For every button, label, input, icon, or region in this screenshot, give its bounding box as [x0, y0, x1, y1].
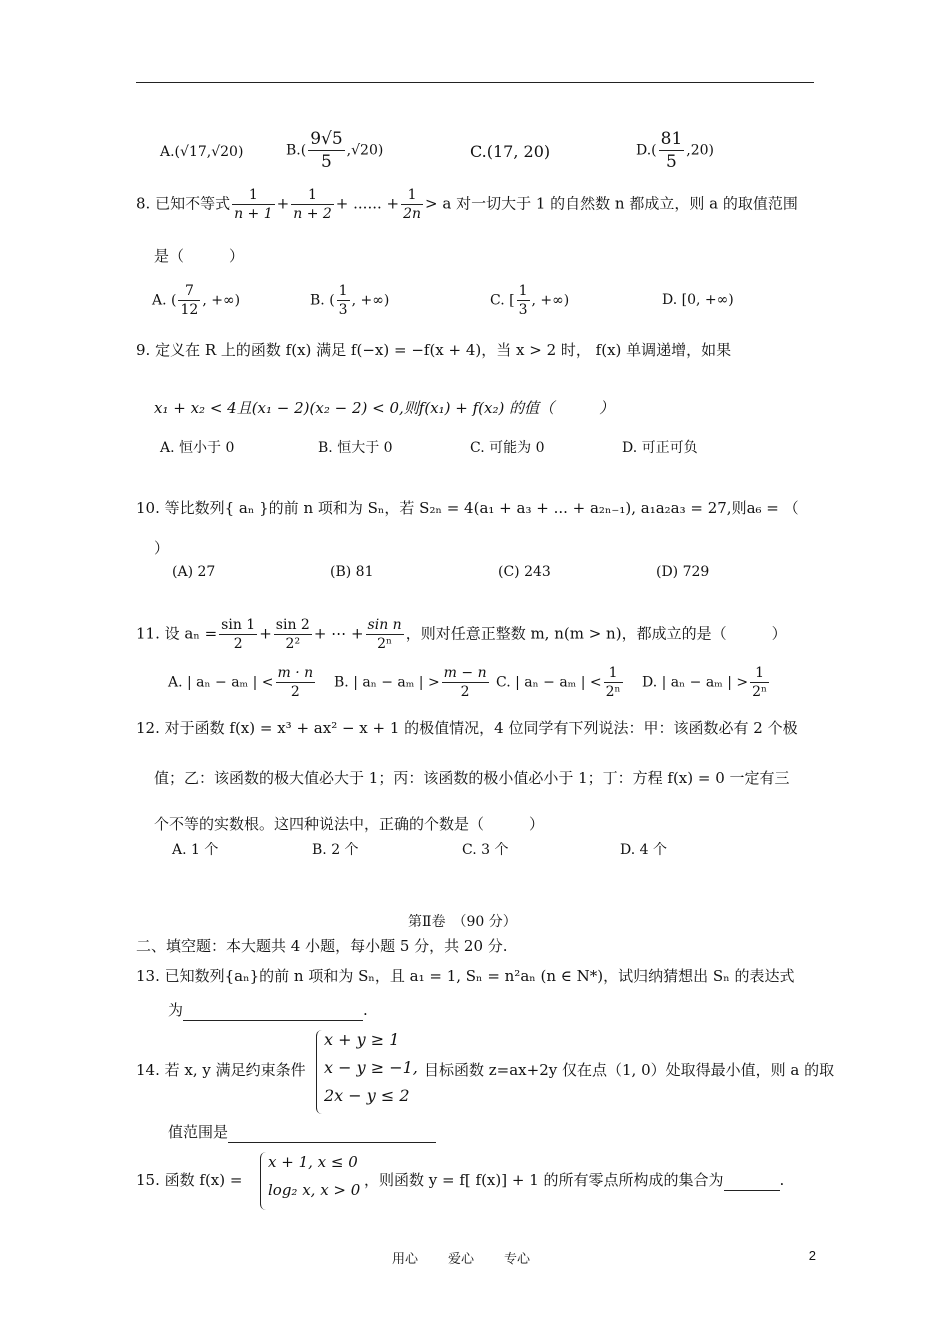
q9-option-c: C. 可能为 0: [470, 440, 545, 456]
q8-f3-num: 1: [401, 186, 423, 205]
q8-prefix: 8. 已知不等式: [136, 194, 231, 213]
q8-f1-num: 1: [232, 186, 275, 205]
q8-fraction-3: [401, 186, 423, 223]
q11-b-prefix: B. | aₙ − aₘ | >: [334, 674, 440, 691]
q7-b-den: 5: [321, 152, 332, 172]
q11-a-prefix: A. | aₙ − aₘ | <: [168, 674, 274, 691]
q11-d-den: 2ⁿ: [752, 684, 768, 700]
q8-c-den: 3: [518, 302, 528, 318]
q14-constraint-1: x + y ≥ 1: [324, 1030, 400, 1049]
q11-term-2: [274, 616, 312, 653]
q7-option-c: C.(17, 20): [470, 142, 551, 161]
q8-c-num: 1: [518, 283, 528, 299]
q9-option-d: D. 可正可负: [622, 440, 698, 456]
q7-d-fraction: [659, 128, 685, 173]
q8-b-num: 1: [338, 283, 348, 299]
q8-stem: 8. 已知不等式 $\frac{1}{n + 1}$ + $\frac{1}{n + 2}$ + ...... + $\frac{1}{2n}$ > a 对一切大于 1 的自然数 n 都成立，则 a 的取值范围: [136, 187, 798, 222]
q11-t1-den: 2: [233, 636, 243, 652]
q11-a-fraction: [276, 664, 316, 701]
q7-option-b: [286, 128, 383, 173]
q8-b-suffix: , +∞): [351, 292, 390, 309]
q11-a-den: 2: [290, 684, 300, 700]
q7-b-suffix: ,√20): [346, 142, 384, 159]
q8-fraction-1: [232, 186, 275, 223]
q11-b-fraction: [442, 664, 489, 701]
q8-option-d: D. [0, +∞): [662, 292, 734, 308]
q14-line2-text: 值范围是: [168, 1123, 229, 1141]
q8-option-a: [152, 282, 240, 319]
footer-text-2: 爱心: [448, 1252, 475, 1267]
q15-system: [268, 1148, 360, 1204]
q10-option-c: (C) 243: [498, 564, 551, 580]
q12-option-b: B. 2 个: [312, 842, 359, 858]
q15-case-2: log₂ x, x > 0: [268, 1181, 361, 1199]
q11-d-prefix: D. | aₙ − aₘ | >: [642, 674, 749, 691]
q11-t2-num: sin 2: [275, 617, 310, 633]
q11-option-a: [168, 664, 317, 701]
q7-d-num: 81: [660, 129, 683, 149]
q11-mid: + ⋯ +: [313, 624, 364, 643]
q12-line1: 12. 对于函数 f(x) = x³ + ax² − x + 1 的极值情况，4 位同学有下列说法：甲：该函数必有 2 个极: [136, 719, 798, 737]
q11-c-num: 1: [604, 664, 623, 683]
section2-title: 第Ⅱ卷 （90 分）: [408, 914, 517, 930]
q8-dots: + ...... +: [335, 194, 400, 213]
q10-line1: 10. 等比数列{ aₙ }的前 n 项和为 Sₙ，若 S₂ₙ = 4(a₁ + a₃ + ... + a₂ₙ₋₁), a₁a₂a₃ = 27,则a₆ = （: [136, 499, 799, 517]
q10-option-a: (A) 27: [172, 564, 216, 580]
q10-line2: ）: [154, 539, 170, 557]
q8-line2: 是（ ）: [154, 247, 245, 265]
q8-fraction-2: [291, 186, 334, 223]
q11-c-fraction: [604, 664, 623, 701]
q14-constraint-3: 2x − y ≤ 2: [324, 1086, 410, 1105]
q8-f1-den: n + 1: [234, 206, 273, 222]
q8-a-num: 7: [178, 282, 200, 301]
q11-t1-num: sin 1: [221, 617, 256, 633]
q9-line1: 9. 定义在 R 上的函数 f(x) 满足 f(−x) = −f(x + 4)，当 x > 2 时， f(x) 单调递增，如果: [136, 341, 732, 359]
q14-answer-blank[interactable]: [228, 1122, 436, 1143]
q13-line2: [168, 1000, 368, 1021]
q8-f3-den: 2n: [403, 206, 422, 222]
footer-text-1: 用心: [392, 1252, 419, 1267]
q11-t2-den: 2²: [285, 636, 301, 652]
q13-answer-blank[interactable]: [183, 1000, 363, 1021]
q11-c-prefix: C. | aₙ − aₘ | <: [496, 674, 602, 691]
q7-d-prefix: D.(: [636, 142, 657, 159]
q7-option-a: A.(√17,√20): [160, 144, 244, 160]
q7-option-d: [636, 128, 714, 173]
q15-case-1: x + 1, x ≤ 0: [268, 1153, 358, 1171]
q11-t3-den: 2ⁿ: [377, 636, 393, 652]
q7-b-prefix: B.(: [286, 142, 307, 159]
q11-term-3: [366, 616, 404, 653]
q11-a-num: m · n: [277, 665, 314, 681]
q12-option-d: D. 4 个: [620, 842, 667, 858]
q14-brace: [316, 1030, 323, 1114]
q8-f2-num: 1: [291, 186, 334, 205]
q8-option-c: [490, 282, 569, 319]
q8-c-suffix: , +∞): [531, 292, 570, 309]
q13-end: .: [363, 1001, 368, 1019]
q9-option-b: B. 恒大于 0: [318, 440, 393, 456]
q10-option-b: (B) 81: [330, 564, 374, 580]
q7-d-suffix: ,20): [686, 142, 715, 159]
q11-t3-num: sin n: [367, 617, 402, 633]
q11-option-c: [496, 664, 625, 701]
q11-b-den: 2: [460, 684, 470, 700]
q11-prefix: 11. 设 aₙ =: [136, 624, 218, 643]
q15-prefix: 15. 函数 f(x) =: [136, 1171, 243, 1189]
q14-prefix: 14. 若 x, y 满足约束条件: [136, 1061, 306, 1079]
q11-stem: 11. 设 aₙ = $\frac{\sin 1}{2}$ + $\frac{\sin 2}{\text{2²}}$ + ⋯ + $\frac{\text{sin n}}{\text{2ⁿ}}$ ，则对任意正整数 m, n(m > n)，都成立的是（ ）: [136, 617, 787, 652]
q11-d-num: 1: [750, 664, 769, 683]
q9-line2: x₁ + x₂ < 4且(x₁ − 2)(x₂ − 2) < 0,则f(x₁) + f(x₂) 的值（ ）: [154, 399, 615, 417]
q8-f2-den: n + 2: [293, 206, 332, 222]
q11-option-d: [642, 664, 771, 701]
q7-d-den: 5: [666, 152, 677, 172]
q11-d-fraction: [750, 664, 769, 701]
q12-line3: 个不等的实数根。这四种说法中，正确的个数是（ ）: [154, 815, 545, 833]
q11-b-num: m − n: [443, 665, 487, 681]
q13-line1: 13. 已知数列{aₙ}的前 n 项和为 Sₙ，且 a₁ = 1, Sₙ = n²aₙ (n ∈ N*)，试归纳猜想出 Sₙ 的表达式: [136, 967, 795, 985]
q11-term-1: [219, 616, 257, 653]
q7-b-num: 9√5: [310, 129, 343, 149]
q8-b-prefix: B. (: [310, 292, 335, 309]
footer-text-3: 专心: [504, 1252, 531, 1267]
q8-c-prefix: C. [: [490, 292, 515, 309]
q8-a-suffix: , +∞): [202, 292, 241, 309]
q8-a-den: 12: [180, 302, 199, 318]
q8-c-fraction: [517, 282, 530, 319]
page-number: 2: [808, 1248, 816, 1263]
q15-end: .: [779, 1171, 785, 1189]
q8-a-prefix: A. (: [152, 292, 177, 309]
q14-system: [324, 1026, 418, 1110]
q15-suffix: [364, 1170, 784, 1191]
q8-option-b: [310, 282, 389, 319]
q8-b-fraction: [337, 282, 350, 319]
q11-option-b: [334, 664, 491, 701]
q12-option-c: C. 3 个: [462, 842, 509, 858]
q12-option-a: A. 1 个: [172, 842, 219, 858]
section2-intro: 二、填空题：本大题共 4 小题，每小题 5 分，共 20 分.: [136, 937, 508, 955]
q15-suffix-text: ，则函数 y = f[ f(x)] + 1 的所有零点所构成的集合为: [364, 1171, 724, 1189]
q14-constraint-2: x − y ≥ −1,: [324, 1058, 418, 1077]
q10-option-d: (D) 729: [656, 564, 710, 580]
q8-b-den: 3: [338, 302, 348, 318]
q14-line2: [168, 1122, 436, 1143]
q11-c-den: 2ⁿ: [605, 684, 621, 700]
q11-suffix: ，则对任意正整数 m, n(m > n)，都成立的是（ ）: [405, 624, 787, 643]
q7-b-fraction: [308, 128, 344, 173]
q8-suffix: > a 对一切大于 1 的自然数 n 都成立，则 a 的取值范围: [425, 194, 798, 213]
q9-option-a: A. 恒小于 0: [160, 440, 235, 456]
q13-prefix: 为: [168, 1001, 184, 1019]
q15-answer-blank[interactable]: [724, 1170, 780, 1191]
q8-a-fraction: [178, 282, 200, 319]
q12-line2: 值；乙：该函数的极大值必大于 1；丙：该函数的极小值必小于 1；丁：方程 f(x) = 0 一定有三: [154, 769, 790, 787]
q15-brace: [260, 1152, 267, 1210]
q14-suffix: 目标函数 z=ax+2y 仅在点（1, 0）处取得最小值，则 a 的取: [424, 1061, 835, 1079]
header-rule: [136, 82, 814, 83]
